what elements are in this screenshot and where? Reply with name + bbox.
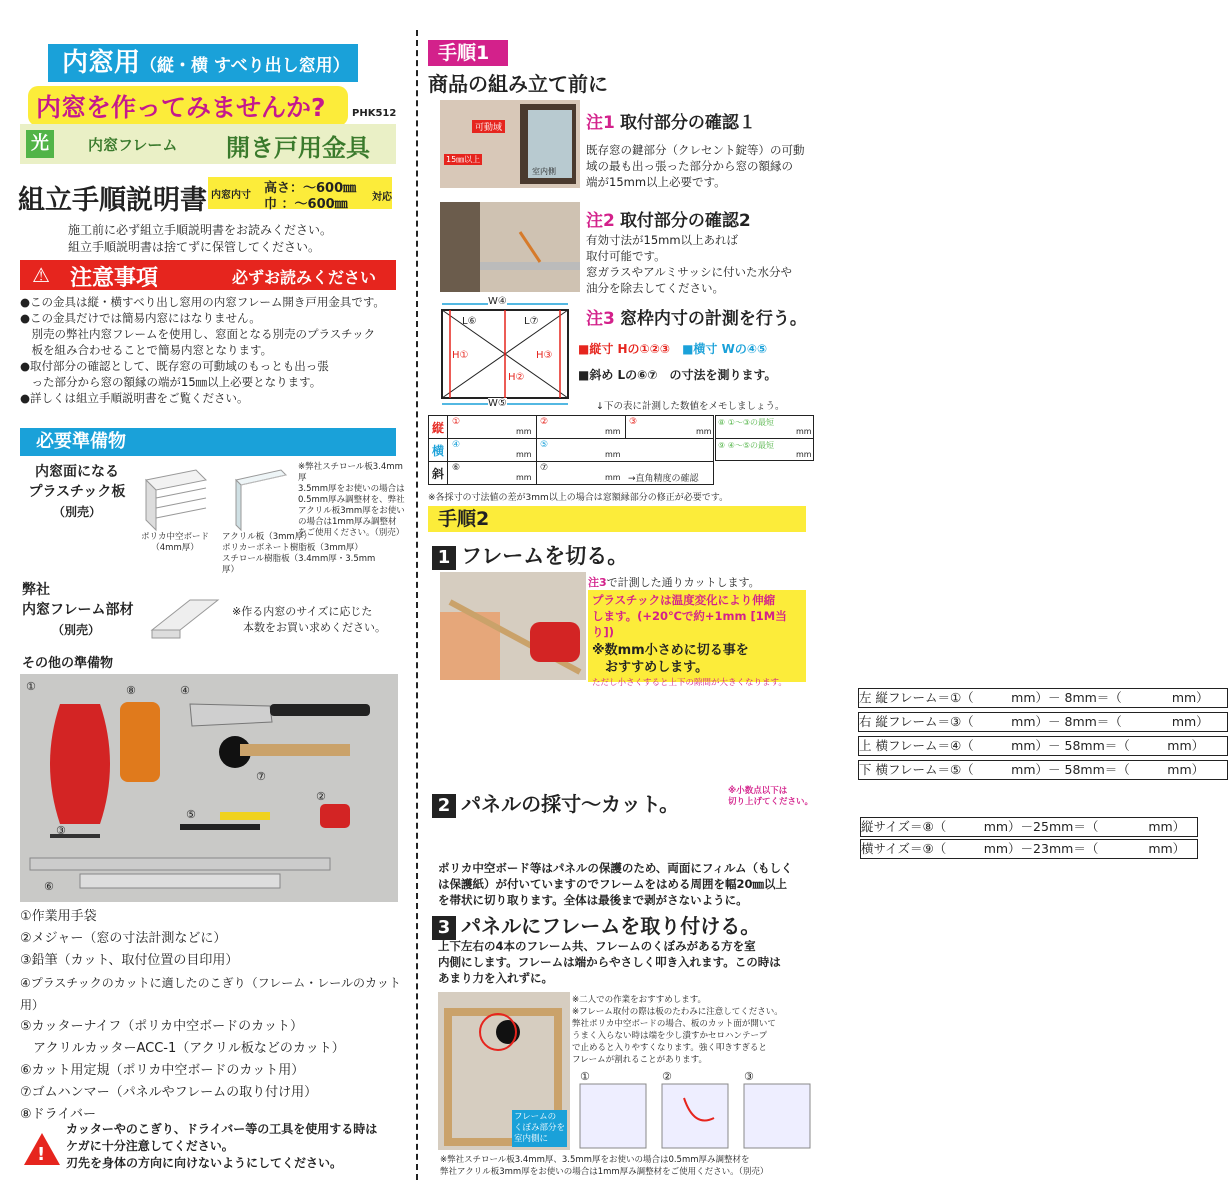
caution-sub: 必ずお読みください — [232, 268, 377, 287]
exclamation-icon: ! — [37, 1144, 46, 1165]
plastic-note: ※弊社スチロール板3.4mm厚 3.5mm厚をお使いの場合は 0.5mm厚み調整材を、弊社 アクリル板3mm厚をお使い の場合は1mm厚み調整材 をご使用ください。（別売） — [298, 462, 405, 538]
list-item: ⑧ドライバー — [20, 1107, 97, 1122]
step2-1-heading: 1 フレームを切る。 — [432, 540, 628, 570]
list-item: ⑦ゴムハンマー（パネルやフレームの取り付け用） — [20, 1085, 318, 1100]
center-divider — [416, 30, 418, 1180]
list-item: アクリルカッターACC-1（アクリル板などのカット） — [20, 1041, 345, 1056]
product-banner — [20, 124, 396, 164]
product-title: 内窓用（縦・横 すべり出し窓用） — [48, 44, 358, 82]
list-item: ⑤カッターナイフ（ポリカ中空ボードのカット） — [20, 1019, 303, 1034]
step1-footnote: ※各採寸の寸法値の差が3mm以上の場合は窓額縁部分の修正が必要です。 — [428, 493, 729, 503]
w5-label: W⑤ — [488, 398, 507, 409]
squash-step-3: ③ — [744, 1070, 754, 1083]
tools-illustration — [20, 674, 398, 902]
list-item: 別売の弊社内窓フレームを使用し、窓面となる別売のプラスチック — [20, 327, 376, 341]
saw-photo — [440, 572, 586, 680]
list-item: ●この金具だけでは簡易内窓にはなりません。 — [20, 311, 261, 325]
size-height: 高さ：～600㎜ — [264, 181, 357, 196]
list-item: ③鉛筆（カット、取付位置の目印用） — [20, 953, 239, 968]
frame-note: ※作る内窓のサイズに応じた 本数をお買い求めください。 — [232, 605, 386, 634]
step2-1-note: 注3で計測した通りカットします。 — [588, 576, 760, 589]
l6-label: L⑥ — [462, 316, 477, 327]
product-code: PHK512 — [352, 108, 397, 119]
acrylic-board-image — [226, 470, 296, 532]
step2-3-text: 上下左右の4本のフレーム共、フレームのくぼみがある方を室 内側にします。フレームは端からやさしく叩き入れます。この時は あまり力を入れずに。 — [438, 939, 781, 985]
panel-row-height[interactable]: 縦サイズ＝⑧（ mm）－25mm＝（ mm） — [860, 817, 1198, 837]
size-label: 内窓内寸 — [211, 190, 251, 201]
measure-photo — [440, 202, 580, 292]
window-photo: 可動域 15㎜以上 室内側 — [440, 100, 580, 188]
note1: 注1 取付部分の確認１ — [586, 113, 756, 133]
note3: 注3 窓枠内寸の計測を行う。 — [586, 309, 807, 329]
size-width: 巾 ：～600㎜ — [264, 197, 348, 212]
squash-step-2: ② — [662, 1070, 672, 1083]
final-note: ※弊社スチロール板3.4mm厚、3.5mm厚をお使いの場合は0.5mm厚み調整材を 弊社アクリル板3mm厚をお使いの場合は1mm厚み調整材をご使用ください。（別売） — [440, 1155, 769, 1177]
cut-row-right[interactable]: 右 縦フレーム＝③（ mm）－ 8mm＝（ mm） — [858, 712, 1228, 732]
list-item: 板を組み合わせることで簡易内窓となります。 — [20, 343, 273, 357]
panel-row-width[interactable]: 横サイズ＝⑨（ mm）－23mm＝（ mm） — [860, 839, 1198, 859]
catchphrase: 内窓を作ってみませんか? — [28, 86, 348, 126]
step2-2-side: ※小数点以下は 切り上げてください。 — [728, 786, 814, 807]
photo-label: フレームの くぼみ部分を 室内側に — [512, 1110, 567, 1147]
board2-caption: アクリル板（3mm厚） ポリカーボネート樹脂板（3mm厚） スチロール樹脂板（3.4mm厚・3.5mm厚） — [222, 532, 376, 575]
list-item: った部分から窓の額縁の端が15㎜以上必要となります。 — [20, 375, 322, 389]
h1-label: H① — [452, 350, 469, 361]
note3-line2: ■斜め Lの⑥⑦ の寸法を測ります。 — [578, 368, 777, 382]
squash-step-1: ① — [580, 1070, 590, 1083]
note2-text: 有効寸法が15mm以上あれば 取付可能です。 窓ガラスやアルミサッシに付いた水分や 油分を除去してください。 — [586, 233, 792, 295]
list-item: ●詳しくは組立手順説明書をご覧ください。 — [20, 391, 249, 405]
step2-2-text: ポリカ中空ボード等はパネルの保護のため、両面にフィルム（もしく は保護紙）が付いていますのでフレームをはめる周囲を幅20㎜以上 を帯状に切り取ります。全体は最後まで剥がさないように。 — [438, 861, 793, 907]
note1-text: 既存窓の鍵部分（クレセント錠等）の可動 域の最も出っ張った部分から窓の額縁の 端が15mm以上必要です。 — [586, 143, 805, 189]
product-small-name: 内窓フレーム — [88, 136, 178, 154]
list-item: ●この金具は縦・横すべり出し窓用の内窓フレーム開き戸用金具です。 — [20, 295, 385, 309]
left-column — [0, 0, 415, 1187]
caution-bar — [20, 260, 396, 290]
list-item: ①作業用手袋 — [20, 909, 97, 924]
brand-logo-icon: 光 — [26, 130, 54, 158]
step1-bar: 手順1 — [428, 40, 508, 66]
note2: 注2 取付部分の確認2 — [586, 211, 751, 231]
memo-hint: ↓下の表に計測した数値をメモしましょう。 — [596, 401, 785, 412]
squash-steps-diagram — [574, 1068, 820, 1152]
list-item: ●取付部分の確認として、既存窓の可動域のもっとも出っ張 — [20, 359, 329, 373]
size-box — [208, 177, 392, 212]
w4-label: W④ — [488, 296, 507, 307]
frame-label: 弊社 内窓フレーム部材 （別売） — [22, 582, 134, 637]
h2-label: H② — [508, 372, 525, 383]
right-column — [420, 0, 1209, 1187]
cut-row-left[interactable]: 左 縦フレーム＝①（ mm）－ 8mm＝（ mm） — [858, 688, 1228, 708]
tools-photo: ① ⑧ ④ ⑦ ② ⑤ ③ ⑥ — [20, 674, 398, 902]
product-big-name: 開き戸用金具 — [226, 134, 370, 162]
list-item: ②メジャー（窓の寸法計測などに） — [20, 931, 227, 946]
hollow-board-image — [136, 470, 216, 532]
assembly-photo — [438, 992, 570, 1150]
cut-row-bottom[interactable]: 下 横フレーム＝⑤（ mm）－ 58mm＝（ mm） — [858, 760, 1228, 780]
step2-3-notes: ※二人での作業をおすすめします。 ※フレーム取付の際は板のたわみに注意してください。 弊社ポリカ中空ボードの場合、板のカット面が開いて うまく入らない時は端を少し潰すかセロハンテープ で止めると入りやすくなります。強く叩きすぎると フレームが割れることがあります。 — [572, 995, 783, 1065]
prep-bar: 必要準備物 — [20, 428, 396, 456]
step2-2-heading: 2 パネルの採寸～カット。 — [432, 788, 679, 818]
warning-icon: ⚠ — [32, 263, 50, 287]
h3-label: H③ — [536, 350, 553, 361]
list-item: ⑥カット用定規（ポリカ中空ボードのカット用） — [20, 1063, 305, 1078]
step2-3-heading: 3 パネルにフレームを取り付ける。 — [432, 910, 760, 940]
step1-heading: 商品の組み立て前に — [428, 72, 608, 96]
list-item: ④プラスチックのカットに適したのこぎり（フレーム・レールのカット用） — [20, 976, 401, 1012]
plastic-label: 内窓面になる プラスチック板 （別売） — [28, 464, 126, 519]
size-note: 対応 — [372, 192, 392, 203]
measure-table: 縦 横 斜 ① ② ③ ④ ⑤ ⑥ ⑦ mm mm mm mm mm mm mm mm mm ⑧ ①～③の最短 ⑨ ④～⑤の最短 →直角精度の確認 — [428, 415, 814, 485]
caution-title: 注意事項 — [70, 266, 159, 291]
doc-title: 組立手順説明書 — [18, 185, 207, 216]
other-prep-title: その他の準備物 — [22, 656, 114, 671]
tool-warning: カッターやのこぎり、ドライバー等の工具を使用する時は ケガに十分注意してください。 刃先を身体の方向に向けないようにしてください。 — [66, 1122, 378, 1170]
step2-bar: 手順2 — [428, 506, 806, 532]
caution-list — [20, 294, 400, 406]
intro-text: 施工前に必ず組立手順説明書をお読みください。 組立手順説明書は捨てずに保管してください。 — [68, 223, 333, 254]
step2-1-box: プラスチックは温度変化により伸縮 します。(+20℃で約+1mm [1M当り]) ※数mm小さめに切る事を おすすめします。 ただし小さくすると上下の隙間が大きくなります。 — [588, 590, 806, 682]
frame-part-image — [150, 590, 220, 640]
board1-caption: ポリカ中空ボード （4mm厚） — [141, 532, 209, 553]
tools-list — [20, 906, 415, 1126]
cut-row-top[interactable]: 上 横フレーム＝④（ mm）－ 58mm＝（ mm） — [858, 736, 1228, 756]
note3-line1: ■縦寸 Hの①②③ ■横寸 Wの④⑤ — [578, 342, 768, 356]
l7-label: L⑦ — [524, 316, 539, 327]
